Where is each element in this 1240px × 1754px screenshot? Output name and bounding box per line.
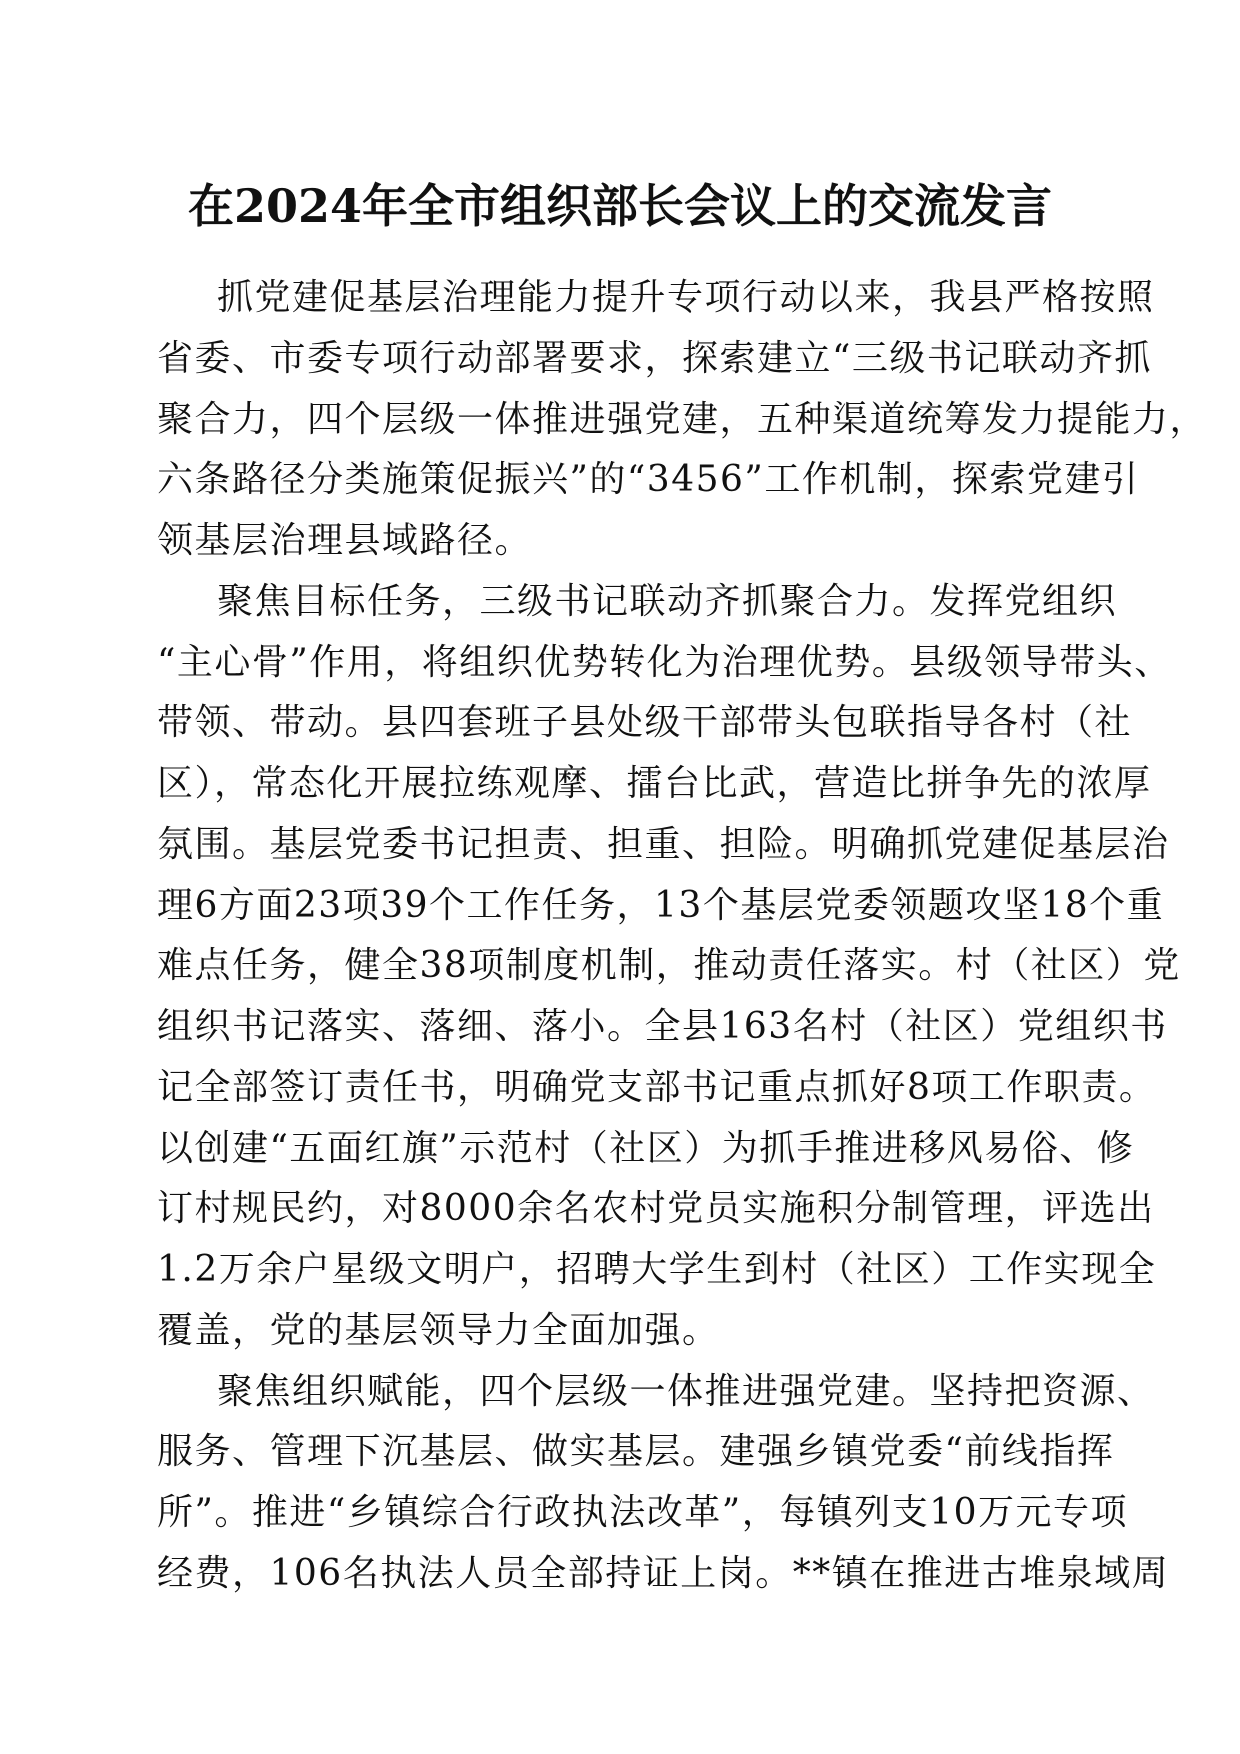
text-line: 经费，106名执法人员全部持证上岗。**镇在推进古堆泉域周 [157,1552,1170,1594]
text-line: 订村规民约，对8000余名农村党员实施积分制管理，评选出 [157,1188,1155,1230]
paragraph-1 [157,268,1208,572]
text-line: 抓党建促基层治理能力提升专项行动以来，我县严格按照 [217,277,1155,318]
text-line: 六条路径分类施策促振兴”的“3456”工作机制，探索党建引 [157,459,1140,501]
document-title: 在2024年全市组织部长会议上的交流发言 [187,179,1053,233]
text-line: 所”。推进“乡镇综合行政执法改革”，每镇列支10万元专项 [157,1492,1129,1533]
document-body [157,268,1208,1605]
text-line: 理6方面23项39个工作任务，13个基层党委领题攻坚18个重 [157,884,1165,926]
text-line: 氛围。基层党委书记担责、担重、担险。明确抓党建促基层治 [157,823,1170,865]
text-line: 聚合力，四个层级一体推进强党建，五种渠道统筹发力提能力， [157,398,1208,440]
text-line: “主心骨”作用，将组织优势转化为治理优势。县级领导带头、 [157,641,1172,683]
paragraph-2 [157,572,1181,1362]
text-line: 省委、市委专项行动部署要求，探索建立“三级书记联动齐抓 [157,337,1152,379]
text-line: 带领、带动。县四套班子县处级干部带头包联指导各村（社 [157,702,1133,744]
text-line: 聚焦目标任务，三级书记联动齐抓聚合力。发挥党组织 [217,580,1118,622]
text-line: 领基层治理县域路径。 [157,520,533,561]
text-line: 组织书记落实、落细、落小。全县163名村（社区）党组织书 [157,1006,1168,1047]
text-line: 记全部签订责任书，明确党支部书记重点抓好8项工作职责。 [157,1066,1157,1108]
text-line: 区），常态化开展拉练观摩、擂台比武，营造比拼争先的浓厚 [157,763,1152,804]
text-line: 服务、管理下沉基层、做实基层。建强乡镇党委“前线指挥 [157,1431,1115,1473]
text-line: 1.2万余户星级文明户，招聘大学生到村（社区）工作实现全 [157,1249,1157,1290]
text-line: 以创建“五面红旗”示范村（社区）为抓手推进移风易俗、修 [157,1127,1135,1169]
text-line: 难点任务，健全38项制度机制，推动责任落实。村（社区）党 [157,945,1181,987]
text-line: 聚焦组织赋能，四个层级一体推进强党建。坚持把资源、 [217,1370,1155,1412]
text-line: 覆盖，党的基层领导力全面加强。 [157,1309,720,1351]
paragraph-3 [157,1362,1170,1605]
